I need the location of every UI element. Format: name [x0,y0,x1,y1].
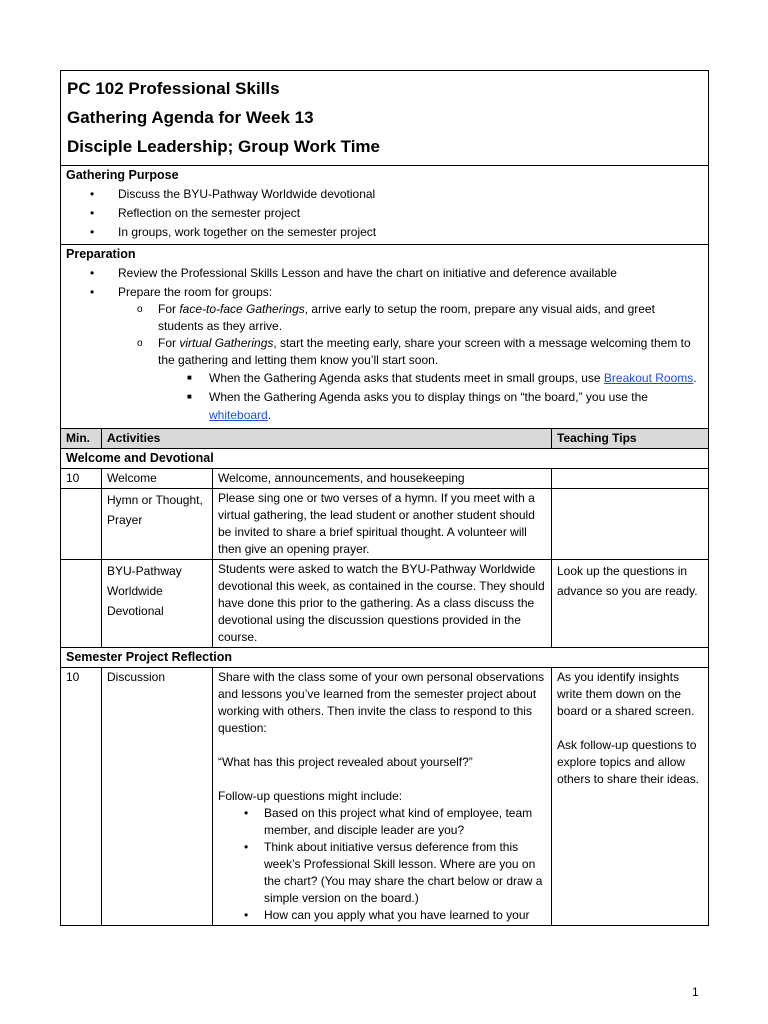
discussion-description: Share with the class some of your own personal observations and lessons you’ve learned from the semester project about working with others. Then invite the class to respond to this question: “What has this project revealed about yourself?” Follow-up questions might include: • Based on this project what kind of employee, team member, and disciple leader are you? • Think about initiative versus deference from this week’s Professional Skill lesson. Where are you on the chart? (You may share the chart below or draw a simple version on the board.) • How can you apply what you have learned to your [213,667,552,925]
tips-header: Teaching Tips [552,428,709,448]
bullet-icon: • [90,285,95,299]
list-item: • In groups, work together on the semester project [90,225,377,239]
list-item: • Think about initiative versus deference from this week’s Professional Skill lesson. Where are you on the chart? (You may share the chart below or draw a simple version on the board.) [244,839,543,905]
course-title: PC 102 Professional Skills [67,79,280,98]
list-item: • Based on this project what kind of employee, team member, and disciple leader are you? [244,805,533,837]
list-item: ■ When the Gathering Agenda asks that students meet in small groups, use Breakout Rooms. [66,369,703,388]
purpose-section [61,166,709,245]
whiteboard-link[interactable]: whiteboard [209,408,268,422]
square-bullet-icon: ■ [187,373,192,382]
page-number: 1 [692,985,699,999]
title-block [61,71,709,166]
list-item: • Prepare the room for groups: o For face-to-face Gatherings, arrive early to setup the room, prepare any visual aids, and greet students as they arrive. o For virtual Gatherings, start the meeting early, share your screen with a message welcoming them to the gathering and letting them know you’ll start soon. ■ When the Gathering Agenda asks that students meet in small groups, use Breakout Rooms. ■ When the Gathering Agenda asks you to display things on “the board,” you use the whiteboard. [66,284,703,425]
list-item: o For face-to-face Gatherings, arrive early to setup the room, prepare any visual aids, and greet students as they arrive. [137,302,655,333]
welcome-section-title: Welcome and Devotional [61,448,709,468]
table-row: BYU-Pathway Worldwide Devotional Students were asked to watch the BYU-Pathway Worldwide devotional this week, as contained in the course. They should have done this prior to the gathering. As a class discuss the devotional using the discussion questions provided in the course. Look up the questions in advance so you are ready. [61,559,709,647]
circle-bullet-icon: o [137,338,143,349]
table-row: 10 Discussion Share with the class some of your own personal observations and lessons you’ve learned from the semester project about working with others. Then invite the class to respond to this question: “What has this project revealed about yourself?” Follow-up questions might include: • Based on this project what kind of employee, team member, and disciple leader are you? • Think about initiative versus deference from this week’s Professional Skill lesson. Where are you on the chart? (You may share the chart below or draw a simple version on the board.) • How can you apply what you have learned to your As you identify insights write them down on the board or a shared screen. Ask follow-up questions to explore topics and allow others to share their ideas. [61,667,709,925]
discussion-tips: As you identify insights write them down on the board or a shared screen. Ask follow-up questions to explore topics and allow others to share their ideas. [552,667,709,925]
list-item: • Review the Professional Skills Lesson and have the chart on initiative and deference available [90,266,617,280]
list-item: • Discuss the BYU-Pathway Worldwide devotional [90,187,376,201]
list-item: ■ When the Gathering Agenda asks you to display things on “the board,” you use the whiteboard. [187,389,648,422]
bullet-icon: • [244,907,249,922]
preparation-section [61,245,709,429]
bullet-icon: • [244,805,249,820]
bullet-icon: • [90,187,95,201]
circle-bullet-icon: o [137,304,143,315]
agenda-table [60,70,709,926]
min-header: Min. [61,428,102,448]
table-header-row [61,428,709,448]
bullet-icon: • [244,839,249,854]
bullet-icon: • [90,206,95,220]
activities-header: Activities [102,428,552,448]
list-item: • How can you apply what you have learned to your [244,907,530,922]
table-row: Hymn or Thought, Prayer Please sing one or two verses of a hymn. If you meet with a virtual gathering, the lead student or another student should be invited to share a brief spiritual thought. A volunteer will then give an opening prayer. [61,488,709,559]
topic-title: Disciple Leadership; Group Work Time [67,137,380,156]
list-item: o For virtual Gatherings, start the meeting early, share your screen with a message welcoming them to the gathering and letting them know you’ll start soon. ■ When the Gathering Agenda asks that students meet in small groups, use Breakout Rooms. ■ When the Gathering Agenda asks you to display things on “the board,” you use the whiteboard. [66,335,703,425]
table-row: 10 Welcome Welcome, announcements, and housekeeping [61,468,709,488]
purpose-heading: Gathering Purpose [66,168,179,182]
agenda-title: Gathering Agenda for Week 13 [67,108,314,127]
bullet-icon: • [90,225,95,239]
square-bullet-icon: ■ [187,391,192,401]
breakout-rooms-link[interactable]: Breakout Rooms [603,371,694,385]
reflection-section-title: Semester Project Reflection [61,647,709,667]
bullet-icon: • [90,266,95,280]
preparation-heading: Preparation [66,247,136,261]
list-item: • Reflection on the semester project [90,206,301,220]
